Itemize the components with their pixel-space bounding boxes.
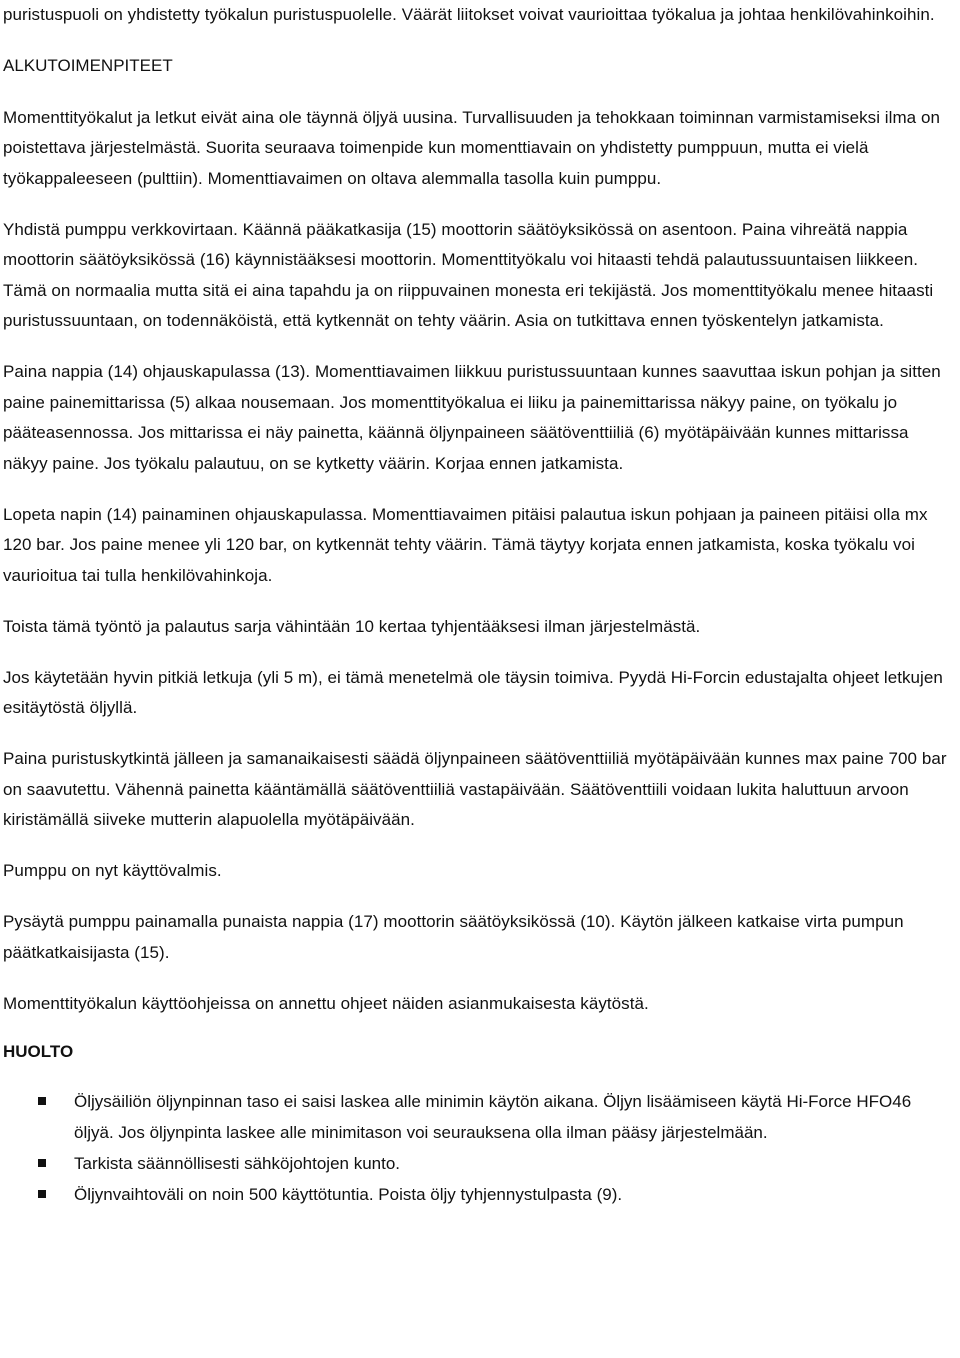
list-item-text: Öljysäiliön öljynpinnan taso ei saisi laskea alle minimin käytön aikana. Öljyn lisäämiseen käytä Hi-Force HFO46 öljyä. Jos öljynpinta laskee alle minimitason voi seurauksena olla ilman pääsy järjestelmään. (74, 1091, 912, 1142)
list-item (3, 1086, 955, 1148)
list-item-text: Öljynvaihtoväli on noin 500 käyttötuntia. Poista öljy tyhjennystulpasta (9). (74, 1184, 623, 1204)
list-item (3, 1179, 955, 1210)
document-page (3, 0, 955, 1210)
square-bullet-icon (38, 1097, 46, 1105)
section-heading-alkutoimenpiteet: ALKUTOIMENPITEET (3, 56, 173, 75)
square-bullet-icon (38, 1190, 46, 1198)
maintenance-list (3, 1086, 955, 1210)
square-bullet-icon (38, 1159, 46, 1167)
paragraph-kaynnistys: Yhdistä pumppu verkkovirtaan. Käännä pääkatkasija (15) moottorin säätöyksikössä on asentoon. Paina vihreätä nappia moottorin säätöyksikössä (16) käynnistääksesi moottorin. Momenttityökalu voi hitaasti tehdä palautussuuntaisen liikkeen. Tämä on normaalia mutta sitä ei aina tapahdu ja on riippuvainen monesta eri tekijästä. Jos momenttityökalu menee hitaasti puristussuuntaan, on todennäköistä, että kytkennät on tehty väärin. Asia on tutkittava ennen työskentelyn jatkamista. (3, 219, 934, 330)
paragraph-kayttoohjeet: Momenttityökalun käyttöohjeissa on annettu ohjeet näiden asianmukaisesta käytöstä. (3, 993, 649, 1013)
paragraph-puristus: Paina nappia (14) ohjauskapulassa (13). Momenttiavaimen liikkuu puristussuuntaan kunnes saavuttaa iskun pohjan ja sitten paine painemittarissa (5) alkaa nousemaan. Jos momenttityökalua ei liiku ja painemittarissa näkyy paine, on työkalu jo pääteasennossa. Jos mittarissa ei näy painetta, käännä öljynpaineen säätöventtiiliä (6) myötäpäivään kunnes mittarissa näkyy paine. Jos työkalu palautuu, on se kytketty väärin. Korjaa ennen jatkamista. (3, 362, 941, 473)
paragraph-paineen-saato: Paina puristuskytkintä jälleen ja samanaikaisesti säädä öljynpaineen säätöventtiiliä myötäpäivään kunnes max paine 700 bar on saavutettu. Vähennä painetta kääntämällä säätöventtiiliä vastapäivään. Säätöventtiili voidaan lukita haluttuun arvoon kiristämällä siiveke mutterin alapuolella myötäpäivään. (3, 749, 947, 829)
paragraph-kayttovalmis: Pumppu on nyt käyttövalmis. (3, 861, 222, 880)
paragraph-toisto: Toista tämä työntö ja palautus sarja vähintään 10 kertaa tyhjentääksesi ilman järjestelmästä. (3, 616, 701, 636)
list-item (3, 1148, 955, 1179)
paragraph-ilmanpoisto: Momenttityökalut ja letkut eivät aina ole täynnä öljyä uusina. Turvallisuuden ja tehokkaan toiminnan varmistamiseksi ilma on poistettava järjestelmästä. Suorita seuraava toimenpide kun momenttiavain on yhdistetty pumppuun, mutta ei vielä työkappaleeseen (pulttiin). Momenttiavaimen on oltava alemmalla tasolla kuin pumppu. (3, 107, 940, 188)
paragraph-palautus: Lopeta napin (14) painaminen ohjauskapulassa. Momenttiavaimen pitäisi palautua iskun pohjaan ja paineen pitäisi olla mx 120 bar. Jos paine menee yli 120 bar, on kytkennät tehty väärin. Tämä täytyy korjata ennen jatkamista, koska työkalu voi vaurioitua tai tulla henkilövahinkoja. (3, 504, 928, 585)
paragraph-pitkat-letkut: Jos käytetään hyvin pitkiä letkuja (yli 5 m), ei tämä menetelmä ole täysin toimiva. Pyydä Hi-Forcin edustajalta ohjeet letkujen esitäytöstä öljyllä. (3, 667, 943, 717)
paragraph-pysaytys: Pysäytä pumppu painamalla punaista nappia (17) moottorin säätöyksikössä (10). Käytön jälkeen katkaise virta pumpun päätkatkaisijasta (15). (3, 912, 904, 962)
section-heading-huolto: HUOLTO (3, 1042, 74, 1061)
intro-paragraph: puristuspuoli on yhdistetty työkalun puristuspuolelle. Väärät liitokset voivat vaurioittaa työkalua ja johtaa henkilövahinkoihin. (3, 5, 935, 24)
list-item-text: Tarkista säännöllisesti sähköjohtojen kunto. (74, 1153, 401, 1173)
